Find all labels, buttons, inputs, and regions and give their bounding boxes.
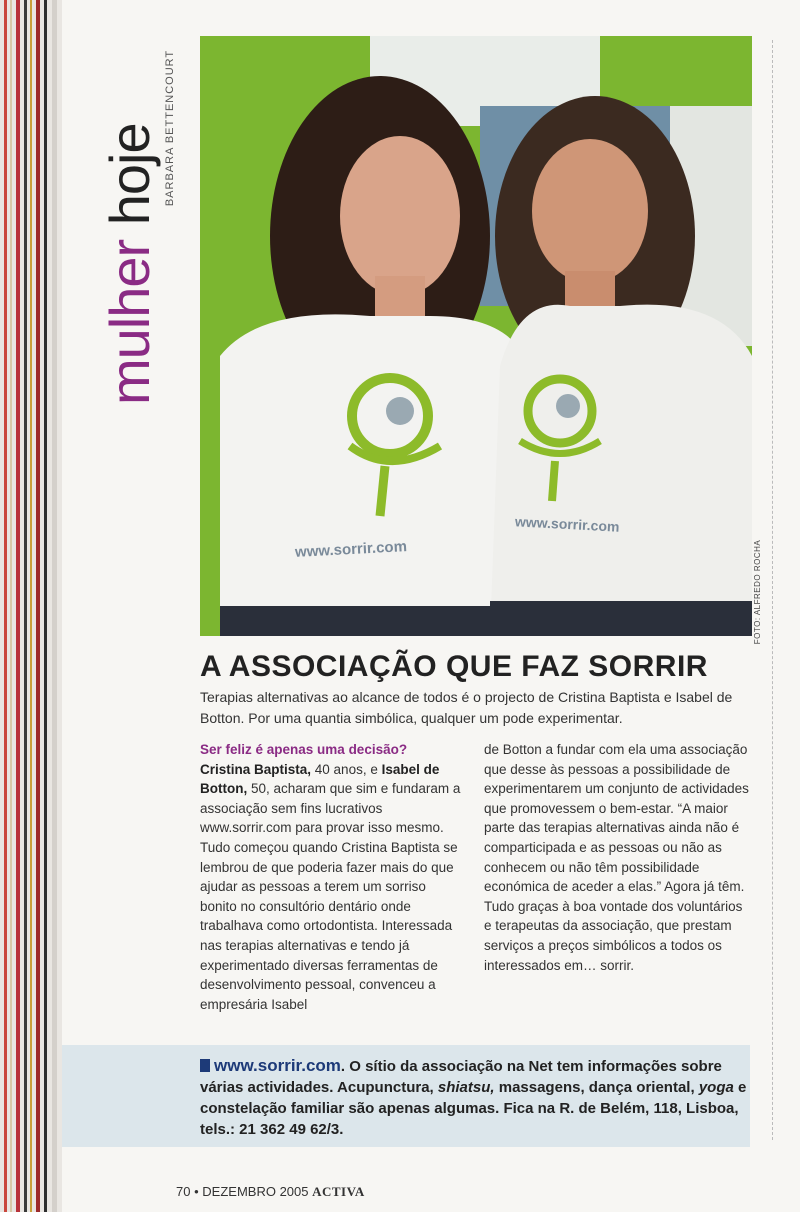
lead-question: Ser feliz é apenas uma decisão?: [200, 742, 408, 757]
page-footer: 70 • DEZEMBRO 2005 ACTIVA: [176, 1184, 365, 1199]
person-name-2: Isabel de Botton,: [200, 761, 440, 797]
article-column-2: [484, 740, 749, 975]
section-title-text: mulher hoje: [98, 123, 161, 405]
shirt-url-left: www.sorrir.com: [294, 538, 408, 561]
page-stack-edges: [0, 0, 62, 1212]
author-byline: BARBARA BETTENCOURT: [164, 49, 176, 207]
article-column-1: Ser feliz é apenas uma decisão? Cristina Baptista, 40 anos, e Isabel de Botton, 50, acharam que sim e fundaram a associação sem fins lucrativos www.sorrir.com para provar isso mesmo. Tudo começou quando Cristina Baptista se lembrou de que poderia fazer mais do que ajudar as pessoas a terem um sorriso bonito no consultório dentário onde trabalhava como ortodontista. Interessada nas terapias alternativas e tendo já experimentado diversas ferramentas de desenvolvimento pessoal, convenceu a empresária Isabel: [200, 742, 461, 1012]
info-box: www.sorrir.com. O sítio da associação na Net tem informações sobre várias actividades. Acupunctura, shiatsu, massagens, dança oriental, yoga e constelação familiar são apenas algumas. Fica na R. de Belém, 118, Lisboa, tels.: 21 362 49 62/3.: [62, 1045, 750, 1147]
article-photo: [200, 36, 752, 636]
issue-date: DEZEMBRO 2005: [202, 1184, 309, 1199]
magazine-brand: ACTIVA: [312, 1184, 365, 1199]
women-illustration: [200, 36, 752, 636]
column-divider: [772, 40, 773, 1140]
photo-credit: FOTO: ALFREDO ROCHA: [753, 539, 762, 645]
section-title: [70, 20, 190, 420]
headline: A ASSOCIAÇÃO QUE FAZ SORRIR: [200, 650, 708, 683]
page-number: 70: [176, 1184, 191, 1199]
column-2-text: de Botton a fundar com ela uma associação que desse às pessoas a possibilidade de experimentarem um conjunto de actividades que promovessem o bem-estar. “A maior parte das terapias alternativas ainda não é comparticipada e as pessoas ou não as conhecem ou não têm possibilidade económica de aceder a elas.” Agora já têm. Tudo graças à boa vontade dos voluntários e terapeutas da associação, que prestam serviços a preços simbólicos a todos os interessados em… sorrir.: [484, 742, 749, 973]
shirt-url-right: www.sorrir.com: [514, 513, 620, 535]
person-name-1: Cristina Baptista,: [200, 761, 312, 777]
bullet-bar-icon: [200, 1059, 210, 1072]
column-1-text: 50, acharam que sim e fundaram a associação sem fins lucrativos www.sorrir.com para provar isso mesmo. Tudo começou quando Cristina Baptista se lembrou de que poderia fazer mais do que ajudar as pessoas a terem um sorriso bonito no consultório dentário onde trabalhava como ortodontista. Interessada nas terapias alternativas e tendo já experimentado diversas ferramentas de desenvolvimento pessoal, convenceu a empresária Isabel: [200, 781, 461, 1012]
standfirst: Terapias alternativas ao alcance de todos é o projecto de Cristina Baptista e Isabel de Botton. Por uma quantia simbólica, qualquer um pode experimentar.: [200, 689, 733, 726]
info-box-url[interactable]: www.sorrir.com: [214, 1056, 341, 1075]
